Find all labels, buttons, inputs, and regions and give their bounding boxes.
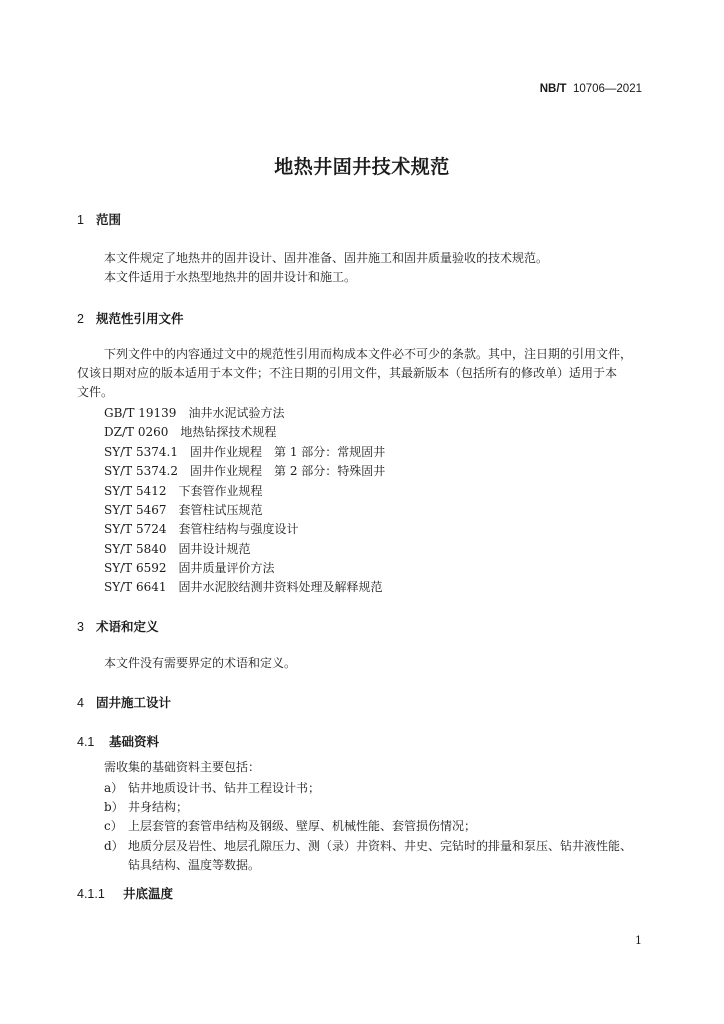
section-number: 4 [77, 696, 84, 710]
reference-name: 固井设计规范 [178, 542, 251, 556]
reference-name: 下套管作业规程 [178, 484, 263, 498]
paragraph: 本文件规定了地热井的固井设计、固井准备、固井施工和固井质量验收的技术规范。 [104, 251, 549, 265]
section-3-heading [77, 617, 159, 635]
list-item [104, 798, 188, 815]
subsection-number: 4.1.1 [77, 887, 105, 901]
list-item [104, 817, 476, 834]
reference-name: 固井作业规程 第 1 部分：常规固井 [190, 445, 386, 459]
list-marker: b） [104, 800, 124, 814]
subsection-4-1-heading [77, 732, 159, 750]
reference-name: 油井水泥试验方法 [188, 406, 285, 420]
section-1-heading [77, 210, 121, 228]
subsection-4-1-1-heading [77, 884, 173, 902]
reference-name: 地热钻探技术规程 [180, 425, 277, 439]
subsection-title: 基础资料 [109, 734, 160, 749]
section-number: 3 [77, 620, 84, 634]
reference-code: SY/T 5840 [104, 542, 167, 556]
section-title: 固井施工设计 [96, 695, 172, 710]
reference-code: SY/T 5374.2 [104, 464, 178, 478]
page-number: 1 [635, 934, 642, 947]
reference-code: DZ/T 0260 [104, 425, 169, 439]
list-item-continuation: 钻具结构、温度等数据。 [128, 858, 261, 872]
list-marker: c） [104, 819, 123, 833]
list-marker: d） [104, 839, 124, 853]
document-title: 地热井固井技术规范 [274, 156, 450, 178]
section-title: 范围 [96, 212, 122, 227]
standard-prefix: NB/T [539, 83, 567, 95]
reference-code: GB/T 19139 [104, 406, 177, 420]
paragraph: 本文件适用于水热型地热井的固井设计和施工。 [104, 270, 357, 284]
reference-name: 固井水泥胶结测井资料处理及解释规范 [178, 580, 383, 594]
section-title: 术语和定义 [96, 619, 159, 634]
subsection-number: 4.1 [77, 735, 95, 749]
standard-number: 10706—2021 [572, 83, 642, 95]
paragraph-line: 仅该日期对应的版本适用于本文件；不注日期的引用文件，其最新版本（包括所有的修改单）适用于本 [77, 366, 618, 380]
reference-code: SY/T 6641 [104, 580, 167, 594]
paragraph-line: 下列文件中的内容通过文中的规范性引用而构成本文件必不可少的条款。其中，注日期的引用文件， [104, 347, 633, 361]
reference-item [104, 404, 284, 421]
subsection-title: 井底温度 [123, 886, 174, 901]
list-marker: a） [104, 781, 124, 795]
section-number: 1 [77, 213, 84, 227]
reference-name: 固井质量评价方法 [178, 561, 275, 575]
reference-item [104, 482, 263, 499]
reference-item [104, 462, 385, 479]
reference-item [104, 501, 263, 518]
paragraph-line: 文件。 [77, 385, 114, 399]
list-item [104, 837, 632, 854]
reference-code: SY/T 5467 [104, 503, 167, 517]
section-4-heading [77, 693, 171, 711]
reference-code: SY/T 5412 [104, 484, 167, 498]
standard-code [540, 83, 642, 95]
reference-item [104, 443, 385, 460]
reference-item [104, 423, 276, 440]
reference-item [104, 540, 251, 557]
reference-code: SY/T 5724 [104, 522, 167, 536]
section-number: 2 [77, 312, 84, 326]
list-item [104, 779, 320, 796]
list-text: 地质分层及岩性、地层孔隙压力、测（录）井资料、井史、完钻时的排量和泵压、钻井液性能、 [128, 839, 633, 853]
list-text: 上层套管的套管串结构及钢级、壁厚、机械性能、套管损伤情况； [128, 819, 477, 833]
reference-code: SY/T 5374.1 [104, 445, 178, 459]
reference-name: 套管柱试压规范 [178, 503, 263, 517]
reference-code: SY/T 6592 [104, 561, 167, 575]
section-title: 规范性引用文件 [96, 311, 184, 326]
list-text: 井身结构； [128, 800, 189, 814]
reference-name: 套管柱结构与强度设计 [178, 522, 299, 536]
reference-item [104, 559, 275, 576]
list-text: 钻井地质设计书、钻井工程设计书； [128, 781, 321, 795]
paragraph: 本文件没有需要界定的术语和定义。 [104, 656, 297, 670]
reference-item [104, 578, 383, 595]
section-2-heading [77, 309, 184, 327]
reference-item [104, 520, 299, 537]
reference-name: 固井作业规程 第 2 部分：特殊固井 [190, 464, 386, 478]
paragraph: 需收集的基础资料主要包括： [104, 760, 261, 774]
